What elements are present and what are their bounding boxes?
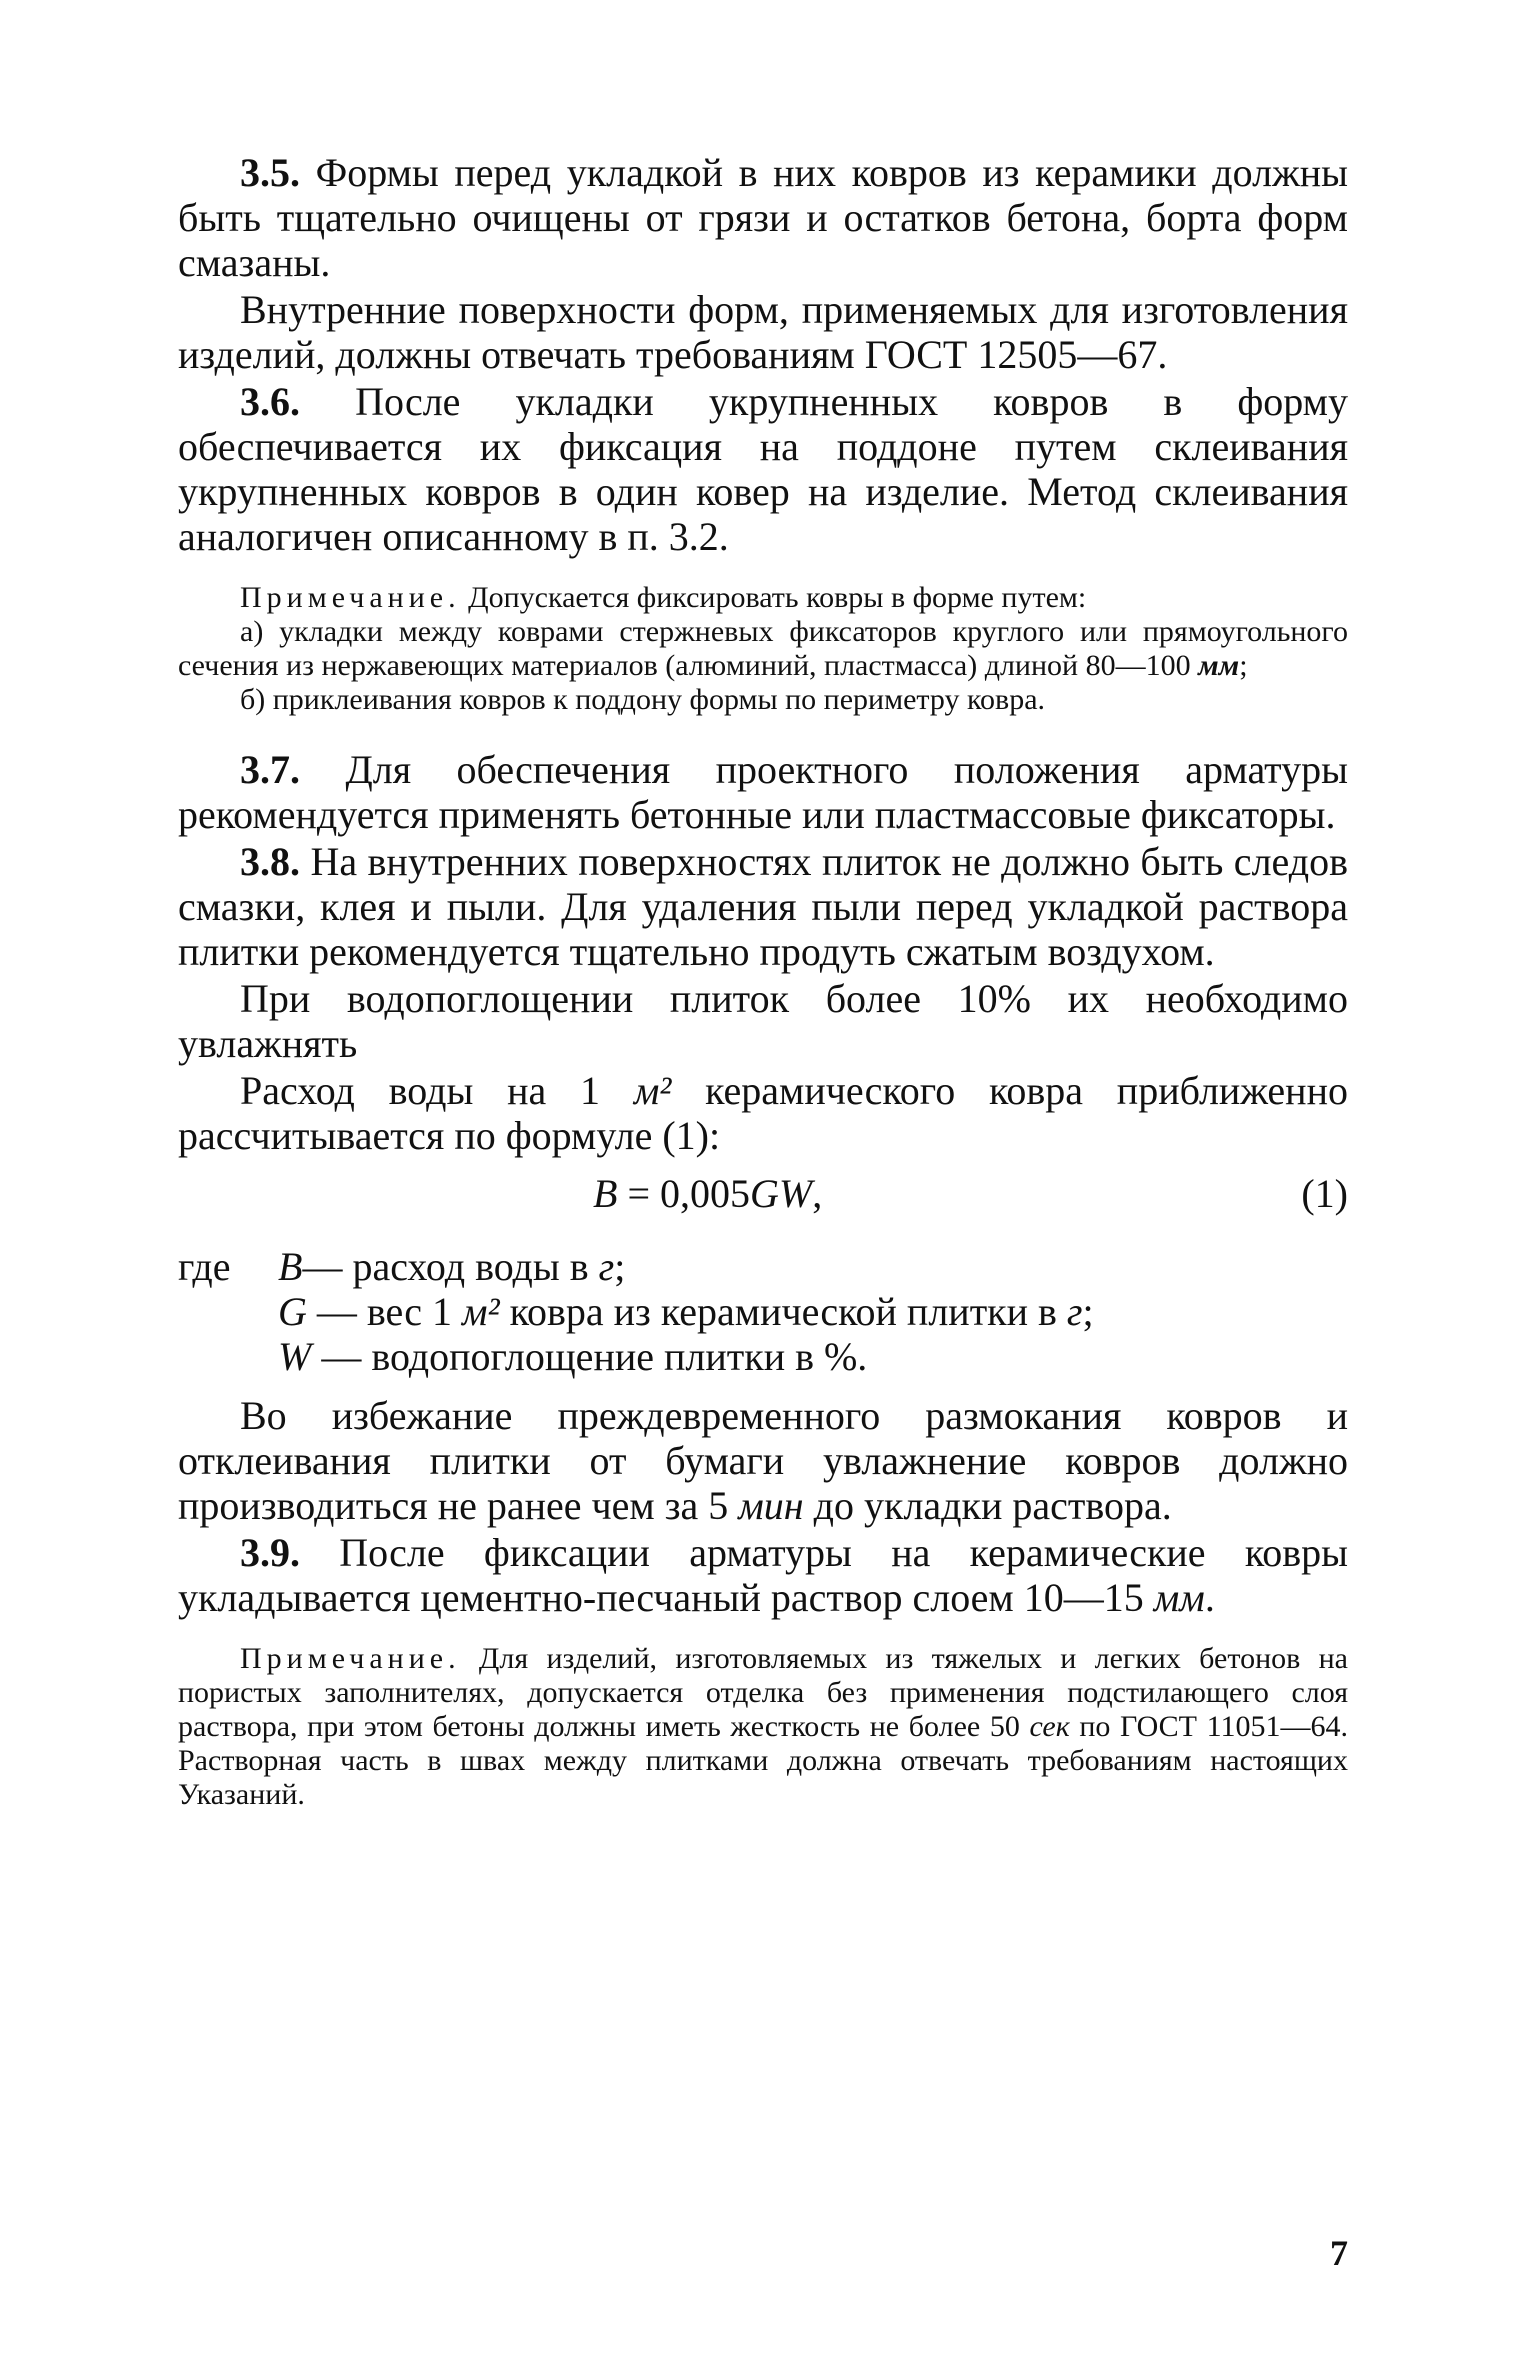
paragraph-water-absorption: При водопоглощении плиток более 10% их необходимо увлажнять — [178, 976, 1348, 1066]
legend-row-b: где B— расход воды в г; — [178, 1244, 626, 1289]
clause-number: 3.8. — [240, 839, 300, 884]
clause-number: 3.6. — [240, 379, 300, 424]
paragraph-soaking: Во избежание преждевременного размокания ковров и отклеивания плитки от бумаги увлажнение ковров должно производиться не ранее чем за 5 мин до укладки раствора. — [178, 1393, 1348, 1528]
note-fixation: Примечание. Допускается фиксировать ковры в форме путем: а) укладки между коврами стержневых фиксаторов круглого или прямоугольного сечения из нержавеющих материалов (алюминий, пластмасса) длиной 80—100 мм; б) приклеивания ковров к поддону формы по периметру ковра. — [178, 581, 1348, 716]
note-item-a: а) укладки между коврами стержневых фиксаторов круглого или прямоугольного сечения из нержавеющих материалов (алюминий, пластмасса) длиной 80—100 мм; — [178, 615, 1348, 682]
paragraph-3-9: 3.9. После фиксации арматуры на керамические ковры укладывается цементно-песчаный раствор слоем 10—15 мм. — [178, 1530, 1348, 1620]
document-page — [178, 150, 1348, 1842]
legend-row-g: G — вес 1 м² ковра из керамической плитки в г; — [278, 1289, 1094, 1334]
paragraph-3-5: 3.5. Формы перед укладкой в них ковров из керамики должны быть тщательно очищены от грязи и остатков бетона, борта форм смазаны. — [178, 150, 1348, 285]
clause-number: 3.9. — [240, 1530, 300, 1575]
clause-number: 3.5. — [240, 150, 300, 195]
equation-number: (1) — [1301, 1171, 1348, 1216]
paragraph-3-5-forms: Внутренние поверхности форм, применяемых для изготовления изделий, должны отвечать требованиям ГОСТ 12505—67. — [178, 287, 1348, 377]
note-heading: Примечание. — [240, 1642, 461, 1675]
paragraph-3-8: 3.8. На внутренних поверхностях плиток не должно быть следов смазки, клея и пыли. Для удаления пыли перед укладкой раствора плитки рекомендуется тщательно продуть сжатым воздухом. — [178, 839, 1348, 974]
clause-number: 3.7. — [240, 747, 300, 792]
note-item-b: б) приклеивания ковров к поддону формы по периметру ковра. — [240, 683, 1046, 716]
note-lightweight-concrete: Примечание. Для изделий, изготовляемых из тяжелых и легких бетонов на пористых заполнителях, допускается отделка без применения подстилающего слоя раствора, при этом бетоны должны иметь жесткость не более 50 сек по ГОСТ 11051—64. Растворная часть в швах между плитками должна отвечать требованиям настоящих Указаний. — [178, 1642, 1349, 1811]
formula-1 — [178, 1170, 1348, 1230]
paragraph-water-consumption: Расход воды на 1 м² керамического ковра приближенно рассчитывается по формуле (1): — [178, 1068, 1348, 1158]
legend-row-w: W — водопоглощение плитки в %. — [278, 1334, 868, 1379]
paragraph-3-6: 3.6. После укладки укрупненных ковров в форму обеспечивается их фиксация на поддоне путем склеивания укрупненных ковров в один ковер на изделие. Метод склеивания аналогичен описанному в п. 3.2. — [178, 379, 1348, 559]
note-heading: Примечание. — [240, 581, 461, 614]
page-number: 7 — [1330, 2233, 1348, 2273]
formula-expression: B = 0,005GW, — [593, 1171, 823, 1216]
paragraph-3-7: 3.7. Для обеспечения проектного положения арматуры рекомендуется применять бетонные или пластмассовые фиксаторы. — [178, 747, 1348, 837]
formula-legend — [178, 1244, 1348, 1379]
